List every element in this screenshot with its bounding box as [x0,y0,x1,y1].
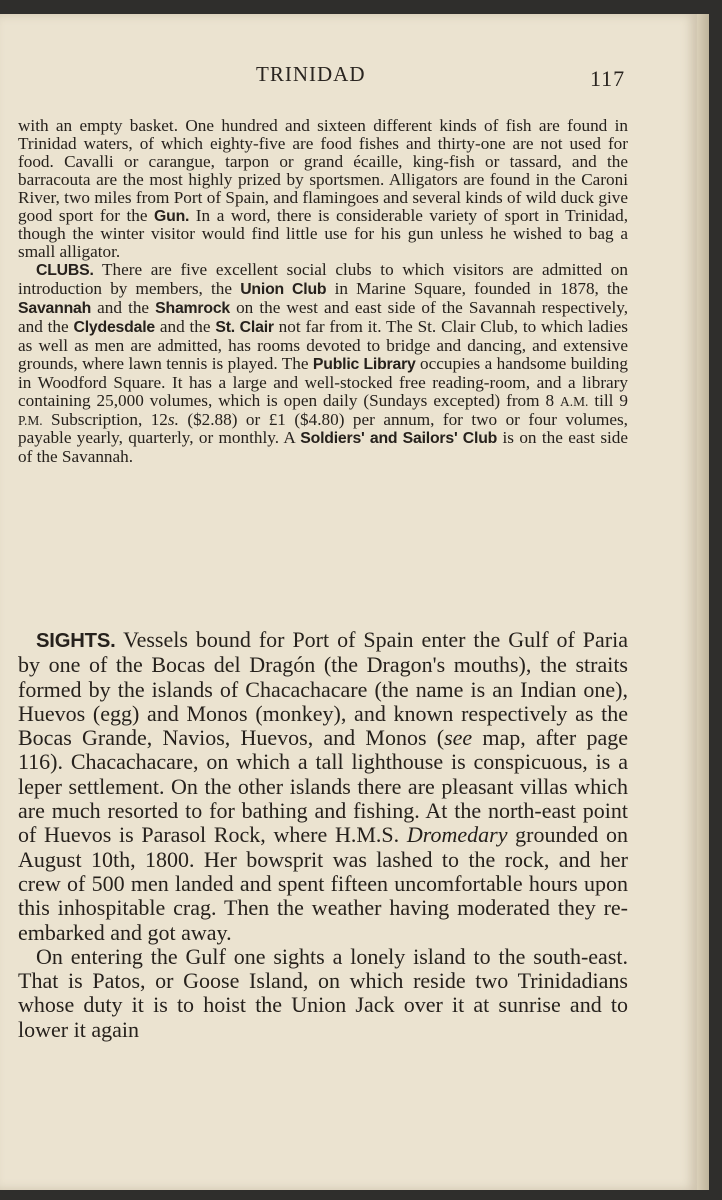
text-run: occupies a handsome building in Woodford Square. It has a large and well-stocked free reading-room, and a library containing 25,000 volumes, which is open daily (Sundays excepted) from 8 [18,353,628,410]
sights-heading: SIGHTS. [36,630,116,652]
soldiers-club-name: Soldiers' and Sailors' Club [300,430,498,448]
clubs-paragraph [18,261,628,466]
text-run: and the [155,316,216,336]
small-text-section [18,117,628,466]
shamrock-club-name: Shamrock [155,300,231,318]
text-run: and the [91,298,156,318]
see-italic: see [444,725,473,751]
text-run: On entering the Gulf one sights a lonely island to the south-east. That is Patos, or Goose Island, on which reside two Trinidadians whose duty it is to hoist the Union Jack over it at sunrise and to lower it again [18,943,628,1042]
page-edge [697,14,709,1190]
am-abbrev: A.M. [560,393,589,409]
union-club-name: Union Club [240,281,327,299]
running-title: TRINIDAD [256,62,366,86]
large-text-section [18,628,628,1042]
gulf-paragraph [18,945,628,1042]
text-run: map, after page 116). Chacachacare, on which a tall lighthouse is conspicuous, is a leper settlement. On the other islands there are pleasant villas which are much resorted to for bathing and fishing. At the north-east point of Huevos is Parasol Rock, where H.M.S. [18,725,629,848]
text-run: not far from it. The St. Clair Club, to which ladies as well as men are admitted, has rooms devoted to bridge and dancing, and extensive grounds, where lawn tennis is played. The [18,316,628,373]
page-number: 117 [590,66,626,91]
pm-abbrev: P.M. [18,412,43,428]
dromedary-ship-name: Dromedary [406,822,508,848]
text-run: is on the east side of the Savannah. [18,428,629,467]
text-run: In a word, there is considerable variety of sport in Trinidad, though the winter visitor would find little use for his gun unless he wished to bag a small alligator. [18,205,628,262]
fishing-paragraph [18,117,628,261]
clydesdale-club-name: Clydesdale [73,318,155,336]
sights-paragraph [18,628,628,945]
shillings-abbrev: s. [167,409,179,429]
text-run: in Marine Square, founded in 1878, the [326,279,629,299]
text-run: ($2.88) or £1 ($4.80) per annum, for two or four volumes, payable yearly, quarterly, or monthly. A [18,409,628,448]
page-header [0,62,697,98]
gun-heading: Gun. [154,207,190,225]
text-run: There are five excellent social clubs to which visitors are admitted on introduction by members, the [18,260,628,299]
clubs-heading: CLUBS. [36,262,94,280]
st-clair-club-name: St. Clair [215,318,274,336]
text-run: till 9 [588,390,628,410]
public-library-name: Public Library [312,355,416,373]
text-run: with an empty basket. One hundred and sixteen different kinds of fish are found in Trinidad waters, of which eighty-five are food fishes and thirty-one are not used for food. Cavalli or carangue, tarpon or grand écaille, king-fish or tassard, and the barracouta are the most highly prized by sportsmen. Alligators are found in the Caroni River, two miles from Port of Spain, and flamingoes and several kinds of wild duck give good sport for the [18,116,628,225]
text-run: Vessels bound for Port of Spain enter the Gulf of Paria by one of the Bocas del Dragón (the Dragon's mouths), the straits formed by the islands of Chacachacare (the name is an Indian one), Huevos (egg) and Monos (monkey), and known respectively as the Bocas Grande, Navios, Huevos, and Monos ( [18,627,628,751]
text-run: on the west and east side of the Savannah respectively, and the [18,298,628,336]
text-run: grounded on August 10th, 1800. Her bowsprit was lashed to the rock, and her crew of 500 men landed and spent fifteen uncomfortable hours upon this inhospitable crag. Then the weather having moderated they re-embarked and got away. [18,822,628,945]
savannah-club-name: Savannah [18,300,92,318]
text-run: Subscription, 12 [42,409,168,429]
